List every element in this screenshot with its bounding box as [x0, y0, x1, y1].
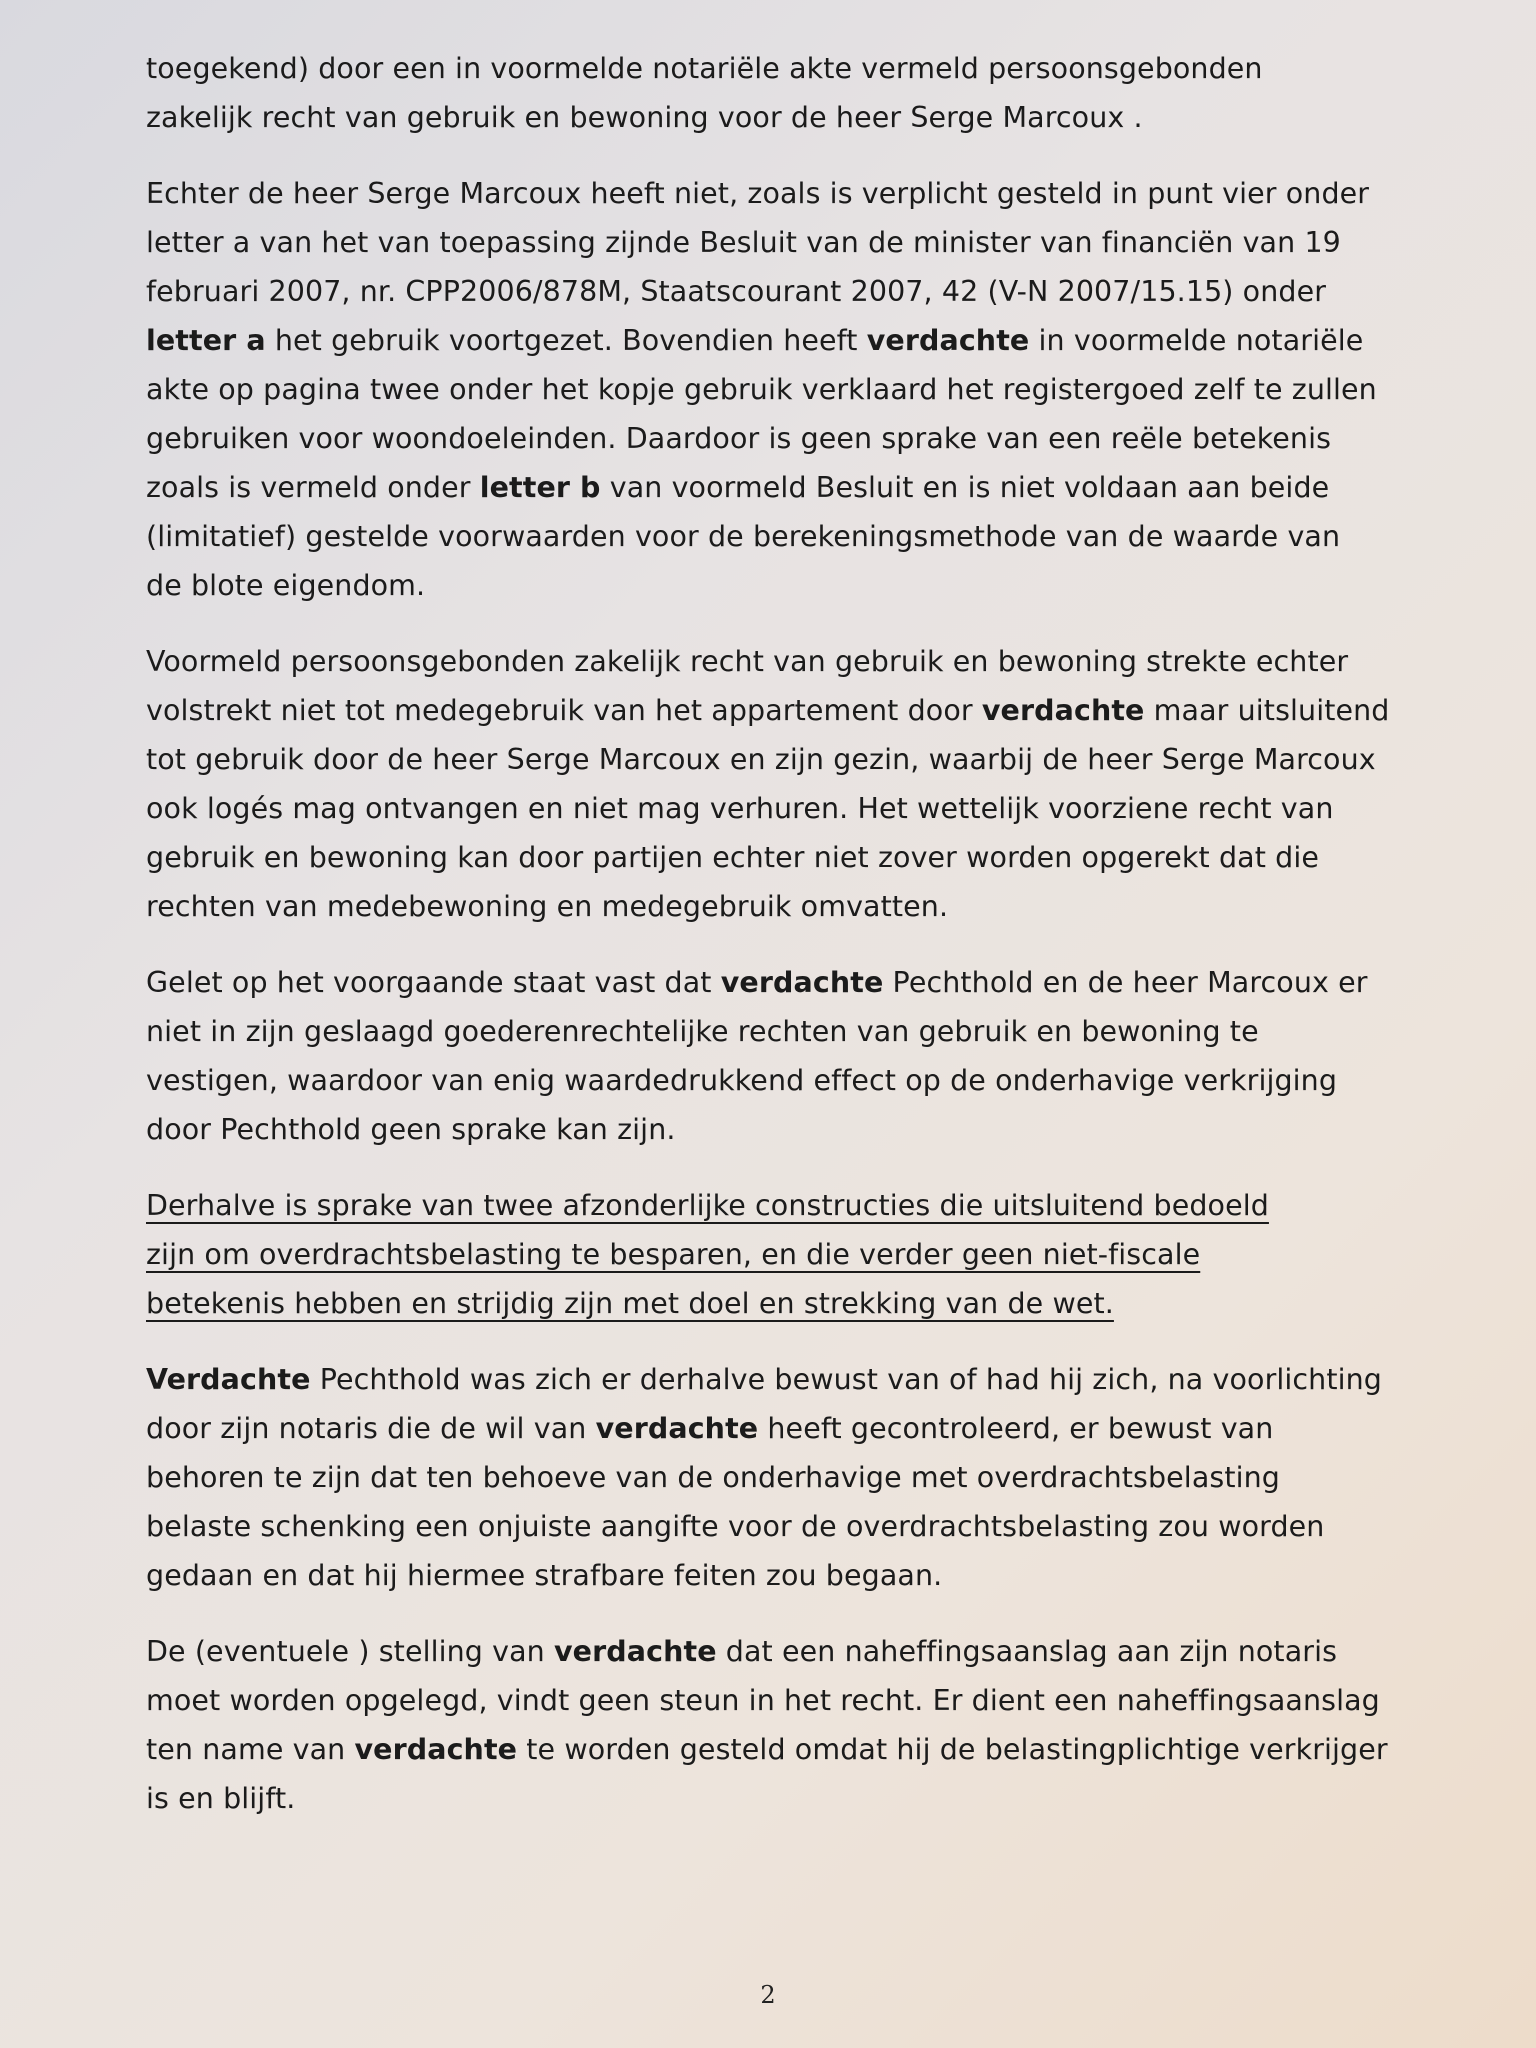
text-run: gebruiken voor woondoeleinden. Daardoor is geen sprake van een reële betekenis: [146, 422, 1332, 455]
text-line: [146, 463, 1396, 512]
text-line: [146, 1774, 1396, 1823]
bold-text-run: letter a: [146, 324, 266, 357]
text-run: heeft gecontroleerd, er bewust van: [758, 1412, 1274, 1445]
text-run: Pechthold was zich er derhalve bewust van of had hij zich, na voorlichting: [310, 1363, 1382, 1396]
text-line: [146, 218, 1396, 267]
text-run: februari 2007, nr. CPP2006/878M, Staatscourant 2007, 42 (V-N 2007/15.15) onder: [146, 275, 1327, 308]
paragraph-6: [146, 1355, 1396, 1600]
paragraph-3: [146, 637, 1396, 931]
text-line: [146, 1355, 1396, 1404]
bold-text-run: verdachte: [354, 1733, 518, 1766]
text-run: Derhalve is sprake van twee afzonderlijke constructies die uitsluitend bedoeld: [146, 1189, 1269, 1222]
text-run: dat een naheffingsaanslag aan zijn notaris: [716, 1635, 1338, 1668]
paragraph-1: [146, 44, 1396, 142]
text-line: [146, 686, 1396, 735]
text-run: door zijn notaris die de wil van: [146, 1412, 596, 1445]
text-line: [146, 833, 1396, 882]
text-line: [146, 958, 1396, 1007]
paragraph-4: [146, 958, 1396, 1154]
text-run: vestigen, waardoor van enig waardedrukkend effect op de onderhavige verkrijging: [146, 1064, 1338, 1097]
bold-text-run: verdachte: [554, 1635, 717, 1668]
text-line: [146, 1551, 1396, 1600]
bold-text-run: letter b: [479, 471, 601, 504]
text-line: [146, 1502, 1396, 1551]
text-run: tot gebruik door de heer Serge Marcoux en zijn gezin, waarbij de heer Serge Marcoux: [146, 743, 1376, 776]
text-run: behoren te zijn dat ten behoeve van de onderhavige met overdrachtsbelasting: [146, 1461, 1280, 1494]
text-line: [146, 169, 1396, 218]
text-run: van voormeld Besluit en is niet voldaan aan beide: [600, 471, 1330, 504]
text-line: [146, 1007, 1396, 1056]
text-run: niet in zijn geslaagd goederenrechtelijke rechten van gebruik en bewoning te: [146, 1015, 1259, 1048]
text-run: (limitatief) gestelde voorwaarden voor de berekeningsmethode van de waarde van: [146, 520, 1341, 553]
text-run: de blote eigendom.: [146, 569, 426, 602]
bold-text-run: Verdachte: [146, 1363, 311, 1396]
text-line: [146, 267, 1396, 316]
text-run: zoals is vermeld onder: [146, 471, 480, 504]
text-run: ook logés mag ontvangen en niet mag verhuren. Het wettelijk voorziene recht van: [146, 792, 1334, 825]
text-run: het gebruik voortgezet. Bovendien heeft: [265, 324, 867, 357]
text-run: Gelet op het voorgaande staat vast dat: [146, 966, 721, 999]
text-line: [146, 882, 1396, 931]
bold-text-run: verdachte: [595, 1412, 759, 1445]
paragraph-5: [146, 1181, 1396, 1328]
page-number: 2: [760, 1981, 776, 2009]
text-run: gebruik en bewoning kan door partijen echter niet zover worden opgerekt dat die: [146, 841, 1320, 874]
text-line: [146, 1105, 1396, 1154]
paragraph-2: [146, 169, 1396, 610]
text-run: moet worden opgelegd, vindt geen steun in het recht. Er dient een naheffingsaanslag: [146, 1684, 1380, 1717]
paragraph-7: [146, 1627, 1396, 1823]
document-page: [146, 44, 1396, 1850]
text-run: rechten van medebewoning en medegebruik omvatten.: [146, 890, 949, 923]
text-line: [146, 1056, 1396, 1105]
text-run: letter a van het van toepassing zijnde Besluit van de minister van financiën van 19: [146, 226, 1341, 259]
text-run: is en blijft.: [146, 1782, 296, 1815]
text-line: [146, 365, 1396, 414]
text-line: [146, 1725, 1396, 1774]
text-run: betekenis hebben en strijdig zijn met doel en strekking van de wet.: [146, 1287, 1114, 1320]
text-run: gedaan en dat hij hiermee strafbare feiten zou begaan.: [146, 1559, 943, 1592]
text-line: [146, 637, 1396, 686]
bold-text-run: verdachte: [981, 694, 1145, 727]
text-line: [146, 414, 1396, 463]
text-run: maar uitsluitend: [1144, 694, 1390, 727]
text-run: volstrekt niet tot medegebruik van het appartement door: [146, 694, 982, 727]
text-run: Echter de heer Serge Marcoux heeft niet, zoals is verplicht gesteld in punt vier onder: [146, 177, 1370, 210]
text-run: toegekend) door een in voormelde notariële akte vermeld persoonsgebonden: [146, 52, 1263, 85]
text-run: te worden gesteld omdat hij de belastingplichtige verkrijger: [517, 1733, 1388, 1766]
text-line: [146, 561, 1396, 610]
text-line: [146, 1279, 1396, 1328]
text-line: [146, 93, 1396, 142]
text-line: [146, 316, 1396, 365]
text-line: [146, 1627, 1396, 1676]
text-run: zijn om overdrachtsbelasting te besparen, en die verder geen niet-fiscale: [146, 1238, 1201, 1271]
text-line: [146, 1453, 1396, 1502]
text-run: zakelijk recht van gebruik en bewoning voor de heer Serge Marcoux .: [146, 101, 1143, 134]
text-line: [146, 1181, 1396, 1230]
text-run: De (eventuele ) stelling van: [146, 1635, 554, 1668]
text-run: belaste schenking een onjuiste aangifte voor de overdrachtsbelasting zou worden: [146, 1510, 1325, 1543]
text-line: [146, 44, 1396, 93]
text-line: [146, 735, 1396, 784]
bold-text-run: verdachte: [720, 966, 884, 999]
text-line: [146, 784, 1396, 833]
text-line: [146, 512, 1396, 561]
text-line: [146, 1230, 1396, 1279]
text-line: [146, 1404, 1396, 1453]
text-run: akte op pagina twee onder het kopje gebruik verklaard het registergoed zelf te zullen: [146, 373, 1377, 406]
bold-text-run: verdachte: [866, 324, 1030, 357]
text-run: Voormeld persoonsgebonden zakelijk recht van gebruik en bewoning strekte echter: [146, 645, 1349, 678]
text-run: door Pechthold geen sprake kan zijn.: [146, 1113, 676, 1146]
text-line: [146, 1676, 1396, 1725]
text-run: ten name van: [146, 1733, 355, 1766]
text-run: Pechthold en de heer Marcoux er: [883, 966, 1368, 999]
text-run: in voormelde notariële: [1029, 324, 1364, 357]
